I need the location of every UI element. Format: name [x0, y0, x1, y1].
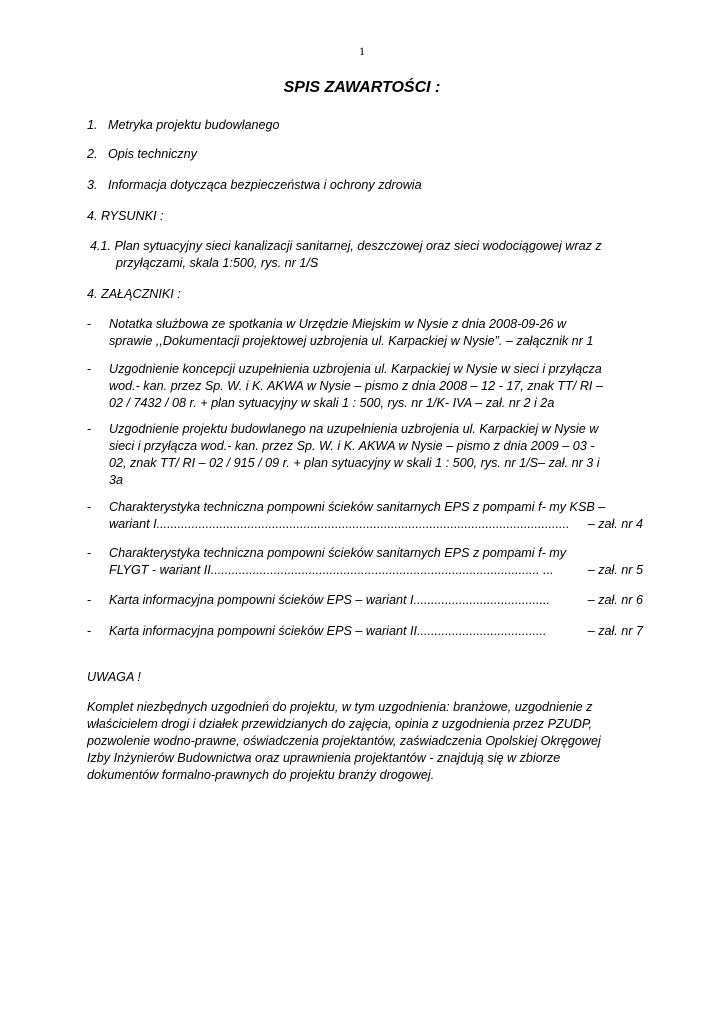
attachment-line: 3a	[109, 473, 124, 487]
attachment-number: – zał. nr 7	[587, 624, 643, 638]
toc-item	[87, 146, 647, 163]
page-number: 1	[359, 44, 365, 58]
attachment-number: – zał. nr 4	[587, 517, 643, 531]
leader-dots: .....................................	[416, 624, 547, 638]
toc-item-number: 3.	[87, 178, 98, 192]
attachment-leader-line	[109, 623, 643, 640]
attachment-item	[87, 623, 643, 640]
leader-dots: ......................................................................................................................	[156, 517, 570, 531]
attachment-number: – zał. nr 6	[587, 593, 643, 607]
attachment-number: – zał. nr 5	[587, 563, 643, 577]
attachment-line: 02 / 7432 / 08 r. + plan sytuacyjny w skali 1 : 500, rys. nr 1/K- IVA – zał. nr 2 i 2a	[109, 396, 555, 410]
toc-item	[87, 177, 647, 194]
attachment-line: 02, znak TT/ RI – 02 / 915 / 09 r. + plan sytuacyjny w skali 1 : 500, rys. nr 1/S– zał. nr 3 i	[109, 456, 600, 470]
list-bullet: -	[87, 593, 92, 607]
drawing-item-line: przyłączami, skala 1:500, rys. nr 1/S	[116, 256, 319, 270]
list-bullet: -	[87, 422, 92, 436]
toc-item-text: Opis techniczny	[108, 147, 197, 161]
list-bullet: -	[87, 317, 92, 331]
attachment-title: wariant I	[109, 517, 157, 531]
list-bullet: -	[87, 624, 92, 638]
toc-item-text: Informacja dotycząca bezpieczeństwa i ochrony zdrowia	[108, 178, 422, 192]
toc-item-number: 1.	[87, 118, 98, 132]
attachment-title: Karta informacyjna pompowni ścieków EPS – wariant I	[109, 593, 414, 607]
attachment-title: FLYGT - wariant II	[109, 563, 211, 577]
section-heading-drawings: 4. RYSUNKI :	[87, 209, 164, 223]
leader-dots: .......................................	[413, 593, 550, 607]
attachment-item	[87, 361, 643, 412]
attachment-line: Uzgodnienie projektu budowlanego na uzupełnienia uzbrojenia ul. Karpackiej w Nysie w	[109, 422, 599, 436]
attachment-leader-line	[109, 562, 643, 579]
attachment-item	[87, 421, 643, 489]
drawing-item-line: 4.1. Plan sytuacyjny sieci kanalizacji sanitarnej, deszczowej oraz sieci wodociągowej wraz z	[90, 239, 602, 253]
page-title: SPIS ZAWARTOŚCI :	[283, 79, 441, 96]
attachment-line: sieci i przyłącza wod.- kan. przez Sp. W. i K. AKWA w Nysie – pismo z dnia 2009 – 03 -	[109, 439, 595, 453]
toc-item	[87, 117, 647, 134]
drawing-item	[90, 238, 650, 272]
attachment-line: Uzgodnienie koncepcji uzupełnienia uzbrojenia ul. Karpackiej w Nysie w sieci i przyłącza	[109, 362, 602, 376]
note-paragraph	[87, 699, 639, 784]
attachment-item	[87, 545, 643, 579]
note-line: dokumentów formalno-prawnych do projektu branży drogowej.	[87, 768, 435, 782]
attachment-title: Karta informacyjna pompowni ścieków EPS – wariant II	[109, 624, 417, 638]
section-heading-attachments: 4. ZAŁĄCZNIKI :	[87, 287, 181, 301]
toc-item-number: 2.	[87, 147, 98, 161]
list-bullet: -	[87, 362, 92, 376]
attachment-item	[87, 499, 643, 533]
note-line: Komplet niezbędnych uzgodnień do projektu, w tym uzgodnienia: branżowe, uzgodnienie z	[87, 700, 593, 714]
note-line: Izby Inżynierów Budownictwa oraz uprawnienia projektantów - znajdują się w zbiorze	[87, 751, 561, 765]
attachment-leader-line	[109, 592, 643, 609]
attachment-line: Notatka służbowa ze spotkania w Urzędzie Miejskim w Nysie z dnia 2008-09-26 w	[109, 317, 567, 331]
note-line: pozwolenie wodno-prawne, oświadczenia projektantów, zaświadczenia Opolskiej Okręgowej	[87, 734, 601, 748]
note-line: właścicielem drogi i działek przewidzianych do zajęcia, opinia z uzgodnienia przez PZUDP,	[87, 717, 593, 731]
attachment-line: Charakterystyka techniczna pompowni ścieków sanitarnych EPS z pompami f- my KSB –	[109, 500, 606, 514]
attachment-leader-line	[109, 516, 643, 533]
list-bullet: -	[87, 546, 92, 560]
attachment-item	[87, 316, 643, 350]
note-heading: UWAGA !	[87, 670, 141, 684]
attachment-line: wod.- kan. przez Sp. W. i K. AKWA w Nysie – pismo z dnia 2008 – 12 - 17, znak TT/ RI –	[109, 379, 603, 393]
list-bullet: -	[87, 500, 92, 514]
attachment-line: sprawie ,,Dokumentacji projektowej uzbrojenia ul. Karpackiej w Nysie”. – załącznik nr 1	[109, 334, 594, 348]
attachment-item	[87, 592, 643, 609]
attachment-line: Charakterystyka techniczna pompowni ścieków sanitarnych EPS z pompami f- my	[109, 546, 567, 560]
leader-dots: .............................................................................................. ...	[210, 563, 554, 577]
toc-item-text: Metryka projektu budowlanego	[108, 118, 280, 132]
